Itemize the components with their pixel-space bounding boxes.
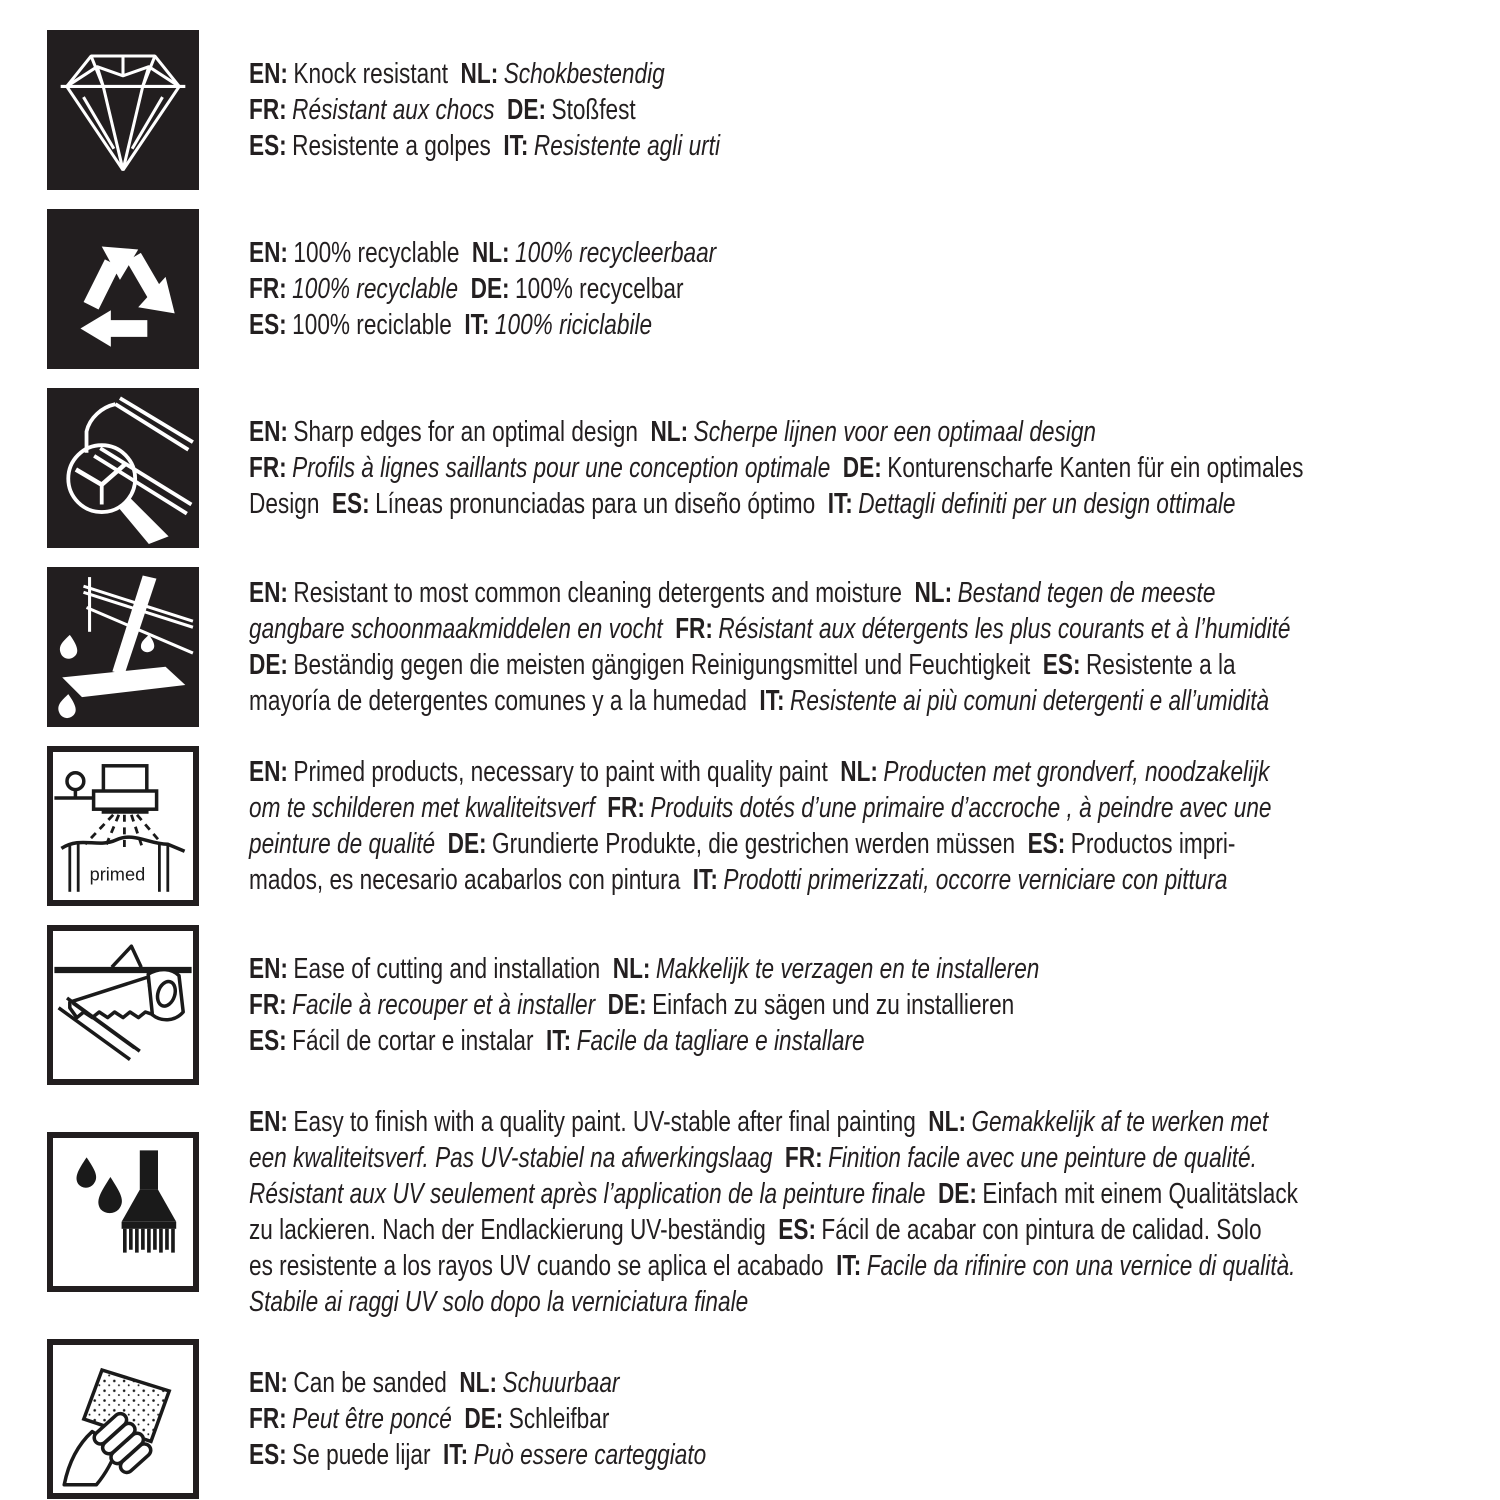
- language-label: EN:: [249, 237, 288, 269]
- language-text: gangbare schoonmaakmiddelen en vocht: [249, 613, 663, 645]
- language-text: Einfach zu sägen und zu installieren: [652, 989, 1015, 1021]
- language-label: FR:: [249, 989, 287, 1021]
- language-text: Can be sanded: [293, 1367, 447, 1399]
- language-text: Resistant to most common cleaning detergents and moisture: [293, 577, 902, 609]
- language-text: Konturenscharfe Kanten für ein optimales: [887, 452, 1304, 484]
- feature-text-cleaning-resistant: [249, 575, 1290, 719]
- feature-row-sharp-edges: [47, 388, 1500, 548]
- text-line: [249, 1365, 706, 1401]
- text-line: [249, 1401, 706, 1437]
- language-text: Beständig gegen die meisten gängigen Reinigungsmittel und Feuchtigkeit: [293, 649, 1031, 681]
- language-label: ES:: [331, 488, 370, 520]
- language-text: Knock resistant: [293, 58, 449, 90]
- language-text: es resistente a los rayos UV cuando se aplica el acabado: [249, 1250, 824, 1282]
- language-text: Fácil de acabar con pintura de calidad. Solo: [821, 1214, 1262, 1246]
- language-label: FR:: [249, 452, 287, 484]
- language-text: Stoßfest: [551, 94, 636, 126]
- language-label: FR:: [607, 792, 645, 824]
- language-text: mados, es necesario acabarlos con pintura: [249, 864, 681, 896]
- language-text: Profils à lignes saillants pour une conception optimale: [292, 452, 831, 484]
- feature-text-primed: [249, 754, 1272, 898]
- language-text: Easy to finish with a quality paint. UV-stable after final painting: [293, 1106, 916, 1138]
- feature-row-paint-finish: [47, 1104, 1500, 1320]
- text-line: [249, 128, 720, 164]
- language-text: Schokbestendig: [503, 58, 665, 90]
- language-label: FR:: [675, 613, 713, 645]
- language-text: 100% reciclable: [292, 309, 452, 341]
- language-text: Schuurbaar: [502, 1367, 620, 1399]
- language-text: Makkelijk te verzagen en te installeren: [655, 953, 1040, 985]
- language-label: IT:: [503, 130, 529, 162]
- primer-spray-icon: [47, 746, 199, 906]
- text-line: [249, 1437, 706, 1473]
- mop-icon: [47, 567, 199, 727]
- language-text: om te schilderen met kwaliteitsverf: [249, 792, 595, 824]
- text-line: [249, 987, 1039, 1023]
- language-text: 100% recyclable: [292, 273, 459, 305]
- language-text: Se puede lijar: [292, 1439, 431, 1471]
- text-line: [249, 862, 1272, 898]
- text-line: [249, 414, 1303, 450]
- language-label: NL:: [612, 953, 651, 985]
- text-line: [249, 951, 1039, 987]
- language-label: IT:: [836, 1250, 862, 1282]
- text-line: [249, 647, 1290, 683]
- text-line: [249, 1104, 1298, 1140]
- feature-row-cutting-installation: [47, 925, 1500, 1085]
- language-text: Productos impri-: [1070, 828, 1236, 860]
- feature-text-recyclable: [249, 235, 716, 343]
- feature-text-knock-resistant: [249, 56, 720, 164]
- language-text: een kwaliteitsverf. Pas UV-stabiel na afwerkingslaag: [249, 1142, 773, 1174]
- text-line: [249, 1212, 1298, 1248]
- language-text: Resistente ai più comuni detergenti e all’umidità: [790, 685, 1270, 717]
- language-text: Grundierte Produkte, die gestrichen werden müssen: [492, 828, 1016, 860]
- language-text: Schleifbar: [508, 1403, 610, 1435]
- text-line: [249, 56, 720, 92]
- language-label: EN:: [249, 1367, 288, 1399]
- language-text: Produits dotés d’une primaire d’accroche , à peindre avec une: [650, 792, 1272, 824]
- language-label: IT:: [464, 309, 490, 341]
- text-line: [249, 683, 1290, 719]
- language-label: ES:: [249, 309, 287, 341]
- language-label: IT:: [546, 1025, 572, 1057]
- sharp-edges-icon: [47, 388, 199, 548]
- language-label: DE:: [447, 828, 487, 860]
- language-text: Stabile ai raggi UV solo dopo la verniciatura finale: [249, 1286, 749, 1318]
- language-label: ES:: [249, 130, 287, 162]
- language-text: Gemakkelijk af te werken met: [971, 1106, 1269, 1138]
- language-text: Sharp edges for an optimal design: [293, 416, 638, 448]
- feature-row-primed: [47, 746, 1500, 906]
- language-label: IT:: [442, 1439, 469, 1471]
- language-text: peinture de qualité: [249, 828, 436, 860]
- text-line: [249, 235, 716, 271]
- language-label: DE:: [249, 649, 288, 681]
- language-text: zu lackieren. Nach der Endlackierung UV-beständig: [249, 1214, 766, 1246]
- language-text: 100% riciclabile: [494, 309, 653, 341]
- language-label: FR:: [784, 1142, 823, 1174]
- text-line: [249, 611, 1290, 647]
- text-line: [249, 271, 716, 307]
- language-label: DE:: [842, 452, 882, 484]
- language-text: Primed products, necessary to paint with quality paint: [293, 756, 828, 788]
- language-text: 100% recycleerbaar: [515, 237, 717, 269]
- text-line: [249, 92, 720, 128]
- feature-text-sandable: [249, 1365, 706, 1473]
- language-text: Facile da rifinire con una vernice di qualità.: [866, 1250, 1296, 1282]
- language-label: ES:: [778, 1214, 816, 1246]
- language-label: IT:: [827, 488, 853, 520]
- feature-row-recyclable: [47, 209, 1500, 369]
- language-label: NL:: [650, 416, 689, 448]
- text-line: [249, 450, 1303, 486]
- language-label: FR:: [249, 273, 287, 305]
- language-label: IT:: [759, 685, 785, 717]
- language-label: NL:: [840, 756, 878, 788]
- language-label: EN:: [249, 756, 288, 788]
- language-label: NL:: [914, 577, 953, 609]
- language-label: EN:: [249, 416, 288, 448]
- feature-row-sandable: [47, 1339, 1500, 1499]
- language-label: DE:: [507, 94, 547, 126]
- language-text: 100% recyclable: [293, 237, 460, 269]
- language-text: Facile à recouper et à installer: [292, 989, 596, 1021]
- language-text: mayoría de detergentes comunes y a la humedad: [249, 685, 747, 717]
- language-text: Resistente a golpes: [292, 130, 491, 162]
- feature-text-paint-finish: [249, 1104, 1298, 1320]
- language-text: Producten met grondverf, noodzakelijk: [883, 756, 1270, 788]
- language-label: ES:: [1042, 649, 1081, 681]
- language-label: ES:: [249, 1439, 287, 1471]
- text-line: [249, 486, 1303, 522]
- language-label: EN:: [249, 58, 288, 90]
- language-text: Resistente agli urti: [533, 130, 720, 162]
- language-text: Può essere carteggiato: [473, 1439, 707, 1471]
- language-label: DE:: [464, 1403, 504, 1435]
- language-label: NL:: [460, 58, 499, 90]
- text-line: [249, 754, 1272, 790]
- language-label: EN:: [249, 577, 288, 609]
- language-label: NL:: [928, 1106, 967, 1138]
- language-label: DE:: [607, 989, 647, 1021]
- language-label: NL:: [459, 1367, 498, 1399]
- feature-text-sharp-edges: [249, 414, 1303, 522]
- text-line: [249, 1140, 1298, 1176]
- language-text: Scherpe lijnen voor een optimaal design: [693, 416, 1097, 448]
- sanding-icon: [47, 1339, 199, 1499]
- language-text: Résistant aux chocs: [292, 94, 495, 126]
- language-label: FR:: [249, 94, 287, 126]
- language-text: Facile da tagliare e installare: [576, 1025, 865, 1057]
- language-label: IT:: [692, 864, 718, 896]
- text-line: [249, 826, 1272, 862]
- language-label: ES:: [1027, 828, 1066, 860]
- language-text: Design: [249, 488, 320, 520]
- text-line: [249, 1176, 1298, 1212]
- language-text: Einfach mit einem Qualitätslack: [982, 1178, 1298, 1210]
- language-text: Bestand tegen de meeste: [957, 577, 1216, 609]
- language-label: DE:: [937, 1178, 977, 1210]
- paint-brush-icon: [47, 1132, 199, 1292]
- diamond-icon: [47, 30, 199, 190]
- recycle-icon: [47, 209, 199, 369]
- language-text: 100% recycelbar: [515, 273, 684, 305]
- text-line: [249, 790, 1272, 826]
- language-label: FR:: [249, 1403, 287, 1435]
- saw-icon: [47, 925, 199, 1085]
- language-label: ES:: [249, 1025, 287, 1057]
- text-line: [249, 575, 1290, 611]
- language-text: Dettagli definiti per un design ottimale: [858, 488, 1236, 520]
- language-label: DE:: [470, 273, 510, 305]
- language-text: Líneas pronunciadas para un diseño óptimo: [375, 488, 816, 520]
- language-text: Prodotti primerizzati, occorre verniciare con pittura: [723, 864, 1228, 896]
- language-text: Peut être poncé: [292, 1403, 452, 1435]
- feature-text-cutting-installation: [249, 951, 1039, 1059]
- text-line: [249, 1023, 1039, 1059]
- language-label: EN:: [249, 953, 288, 985]
- svg-text:primed: primed: [89, 864, 146, 885]
- language-label: EN:: [249, 1106, 288, 1138]
- language-label: NL:: [471, 237, 510, 269]
- language-text: Finition facile avec une peinture de qualité.: [828, 1142, 1257, 1174]
- language-text: Résistant aux UV seulement après l’application de la peinture finale: [249, 1178, 926, 1210]
- language-text: Ease of cutting and installation: [293, 953, 601, 985]
- text-line: [249, 1284, 1298, 1320]
- feature-row-cleaning-resistant: [47, 567, 1500, 727]
- feature-row-knock-resistant: [47, 30, 1500, 190]
- text-line: [249, 307, 716, 343]
- language-text: Fácil de cortar e instalar: [292, 1025, 534, 1057]
- text-line: [249, 1248, 1298, 1284]
- language-text: Résistant aux détergents les plus courants et à l’humidité: [718, 613, 1291, 645]
- language-text: Resistente a la: [1085, 649, 1236, 681]
